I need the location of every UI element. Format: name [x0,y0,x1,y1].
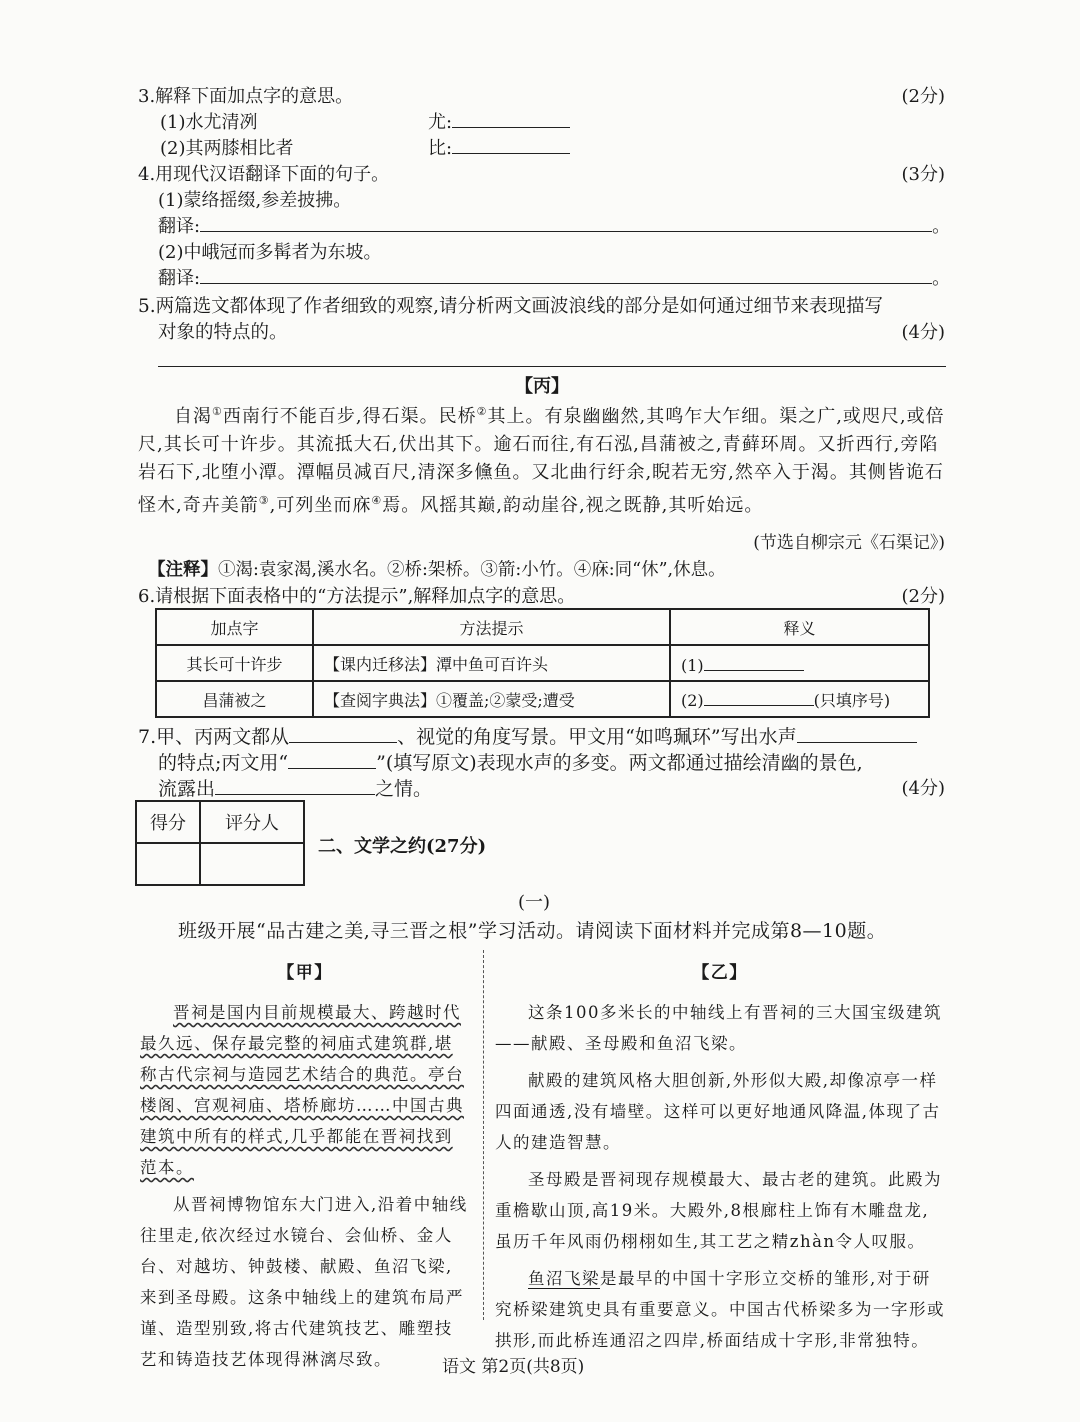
grader-cell[interactable] [200,843,304,885]
jia-para1: 晋祠是国内目前规模最大、跨越时代最久远、保存最完整的祠庙式建筑群,堪称古代宗祠与造园艺术结合的典范。亭台楼阁、宫观祠庙、塔桥廊坊……中国古典建筑中所有的样式,几乎都能在晋祠找到范本。 [140,1003,464,1177]
q4-translation1: 翻译: 。 [158,212,950,238]
jia-column [140,958,470,1381]
q6-header-word: 加点字 [156,609,313,645]
q3-answer2-blank[interactable] [452,135,570,154]
bing-passage: 自渴①西南行不能百步,得石渠。民桥②其上。有泉幽幽然,其鸣乍大乍细。渠之广,或咫尺,或倍尺,其长可十许步。其流抵大石,伏出其下。逾石而往,有石泓,昌蒲被之,青藓环周。又折西行,旁陷岩石下,北堕小潭。潭幅员减百尺,清深多儵鱼。又北曲行纡余,睨若无穷,然卒入于渴。其侧皆诡石怪木,奇卉美箭③,可列坐而庥④焉。风摇其巅,韵动崖谷,视之既静,其听始远。 [138,405,945,516]
score-label: 得分 [136,801,200,843]
table-row [156,681,929,717]
q6-header-hint: 方法提示 [313,609,670,645]
yi-para3: 圣母殿是晋祠现存规模最大、最古老的建筑。此殿为重檐歇山顶,高19米。大殿外,8根廊柱上饰有木雕盘龙,虽历千年风雨仍栩栩如生,其工艺之精zhàn令人叹服。 [495,1170,942,1251]
bing-source: (节选自柳宗元《石渠记》) [753,533,945,553]
q4-sentence2: (2)中峨冠而多髯者为东坡。 [158,242,382,263]
q6-points: (2分) [901,586,945,607]
q5-points: (4分) [901,322,945,343]
q3-points: (2分) [901,86,945,107]
column-divider [483,950,484,1320]
yi-heading: 【乙】 [692,963,748,983]
q5-line2: 对象的特点的。 [158,322,288,343]
table-row [156,645,929,681]
q6-row1-answer[interactable]: (1) [670,645,929,681]
q6-row2-word: 昌蒲被之 [156,681,313,717]
q3-label1: 尤: [428,108,570,134]
q3-item2: (2)其两膝相比者 [160,138,294,159]
q7-blank1[interactable] [289,724,397,743]
q4-points: (3分) [901,164,945,185]
bing-heading: 【丙】 [515,376,569,397]
q4-stem: 4.用现代汉语翻译下面的句子。 [138,164,390,185]
q6-row2-answer[interactable]: (2) (只填序号) [670,681,929,717]
section2-intro: 班级开展“品古建之美,寻三晋之根”学习活动。请阅读下面材料并完成第8—10题。 [178,920,887,942]
score-cell[interactable] [136,843,200,885]
q6-row1-word: 其长可十许步 [156,645,313,681]
q4-translation2-blank[interactable] [200,265,932,284]
q6-header-answer: 释义 [670,609,929,645]
q7-line1: 7.甲、丙两文都从 、视觉的角度写景。甲文用“如鸣珮环”写出水声 [138,722,917,749]
page-footer: 语文 第2页(共8页) [442,1357,585,1377]
score-box [135,800,305,886]
q3-item1: (1)水尤清冽 [160,112,258,133]
q6-row2-hint: 【查阅字典法】①覆盖;②蒙受;遭受 [313,681,670,717]
grader-label: 评分人 [200,801,304,843]
q3-answer1-blank[interactable] [452,109,570,128]
yi-para4: 鱼沼飞梁是最早的中国十字形立交桥的雏形,对于研究桥梁建筑史具有重要意义。中国古代桥梁多为一字形或拱形,而此桥连通沼之四岸,桥面结成十字形,非常独特。 [495,1269,945,1350]
q5-line1: 5.两篇选文都体现了作者细致的观察,请分析两文画波浪线的部分是如何通过细节来表现描写 [138,296,884,317]
jia-para2: 从晋祠博物馆东大门进入,沿着中轴线往里走,依次经过水镜台、会仙桥、金人台、对越坊、钟鼓楼、献殿、鱼沼飞梁,来到圣母殿。这条中轴线上的建筑布局严谨、造型别致,将古代建筑技艺、雕塑技艺和铸造技艺体现得淋漓尽致。 [140,1195,468,1369]
q6-row1-hint: 【课内迁移法】潭中鱼可百许头 [313,645,670,681]
q7-line2: 的特点;丙文用“ ”(填写原文)表现水声的多变。两文都通过描绘清幽的景色, [158,752,863,774]
yi-para2: 献殿的建筑风格大胆创新,外形似大殿,却像凉亭一样四面通透,没有墙壁。这样可以更好地通风降温,体现了古人的建造智慧。 [495,1071,941,1152]
q7-blank3[interactable] [288,750,376,769]
q4-sentence1: (1)蒙络摇缀,参差披拂。 [158,190,352,211]
q7-blank4[interactable] [215,776,375,795]
q6-stem: 6.请根据下面表格中的“方法提示”,解释加点字的意思。 [138,586,576,607]
yi-para1: 这条100多米长的中轴线上有晋祠的三大国宝级建筑——献殿、圣母殿和鱼沼飞梁。 [495,1003,942,1053]
q7-points: (4分) [901,778,945,799]
section2-sub: (一) [518,892,551,913]
yi-column [495,958,945,1362]
q5-answer-line[interactable] [158,342,946,367]
q4-translation2: 翻译: 。 [158,264,950,290]
q4-translation1-blank[interactable] [200,213,932,232]
q7-line3: 流露出 之情。 [158,778,433,800]
q3-stem: 3.解释下面加点字的意思。 [138,86,354,107]
q6-table [155,608,930,718]
section2-title: 二、文学之约(27分) [318,836,487,857]
jia-heading: 【甲】 [277,963,333,983]
q3-label2: 比: [428,134,570,160]
q7-blank2[interactable] [797,724,917,743]
bing-notes: 【注释】①渴:袁家渴,溪水名。②桥:架桥。③箭:小竹。④庥:同“休”,休息。 [148,560,726,580]
